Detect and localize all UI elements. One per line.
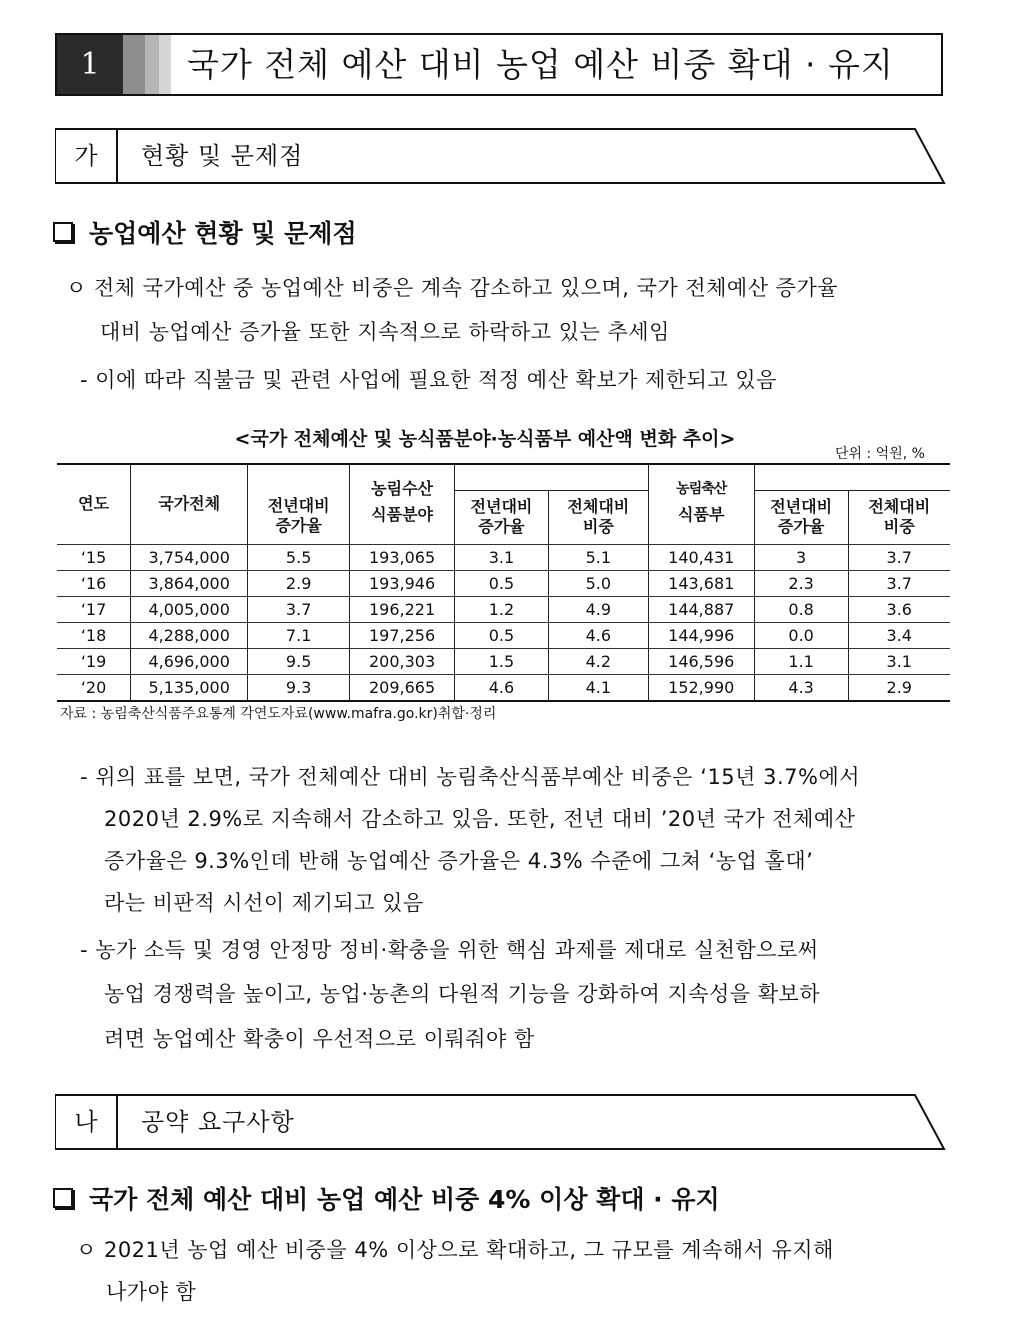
table-cell: 4,005,000 bbox=[131, 596, 248, 622]
table-cell: 0.5 bbox=[455, 622, 549, 648]
bullet-line: 나가야 함 bbox=[106, 1280, 197, 1304]
header-growth: 전년대비 증가율 bbox=[754, 490, 848, 544]
table-cell: 4.9 bbox=[548, 596, 648, 622]
dash-line: - 위의 표를 보면, 국가 전체예산 대비 농림축산식품부예산 비중은 ‘15년 3.7%에서 bbox=[80, 765, 861, 789]
table-cell: 2.3 bbox=[754, 570, 848, 596]
table-cell: 9.3 bbox=[248, 674, 350, 701]
dash-line: 려면 농업예산 확충이 우선적으로 이뤄줘야 함 bbox=[104, 1027, 535, 1051]
header-national: 국가전체 bbox=[131, 464, 248, 544]
section-title: 현황 및 문제점 bbox=[141, 142, 304, 170]
header-spacer bbox=[754, 464, 950, 490]
table-cell: ‘20 bbox=[57, 674, 131, 701]
checkbox-icon bbox=[53, 222, 73, 242]
header-year: 연도 bbox=[57, 464, 131, 544]
gradient-bar bbox=[123, 35, 145, 94]
header-text: 식품분야 bbox=[371, 505, 433, 524]
table-cell: 4,696,000 bbox=[131, 648, 248, 674]
header-text: 농림축산 bbox=[676, 481, 727, 497]
table-cell: 5.0 bbox=[548, 570, 648, 596]
table-row bbox=[57, 570, 950, 596]
header-ministry bbox=[648, 464, 754, 544]
table-cell: 7.1 bbox=[248, 622, 350, 648]
table-cell: 3.7 bbox=[248, 596, 350, 622]
bullet-line: 대비 농업예산 증가율 또한 지속적으로 하락하고 있는 추세임 bbox=[100, 320, 670, 344]
table-cell: ‘16 bbox=[57, 570, 131, 596]
table-cell: 193,065 bbox=[350, 544, 455, 570]
table-cell: 4.3 bbox=[754, 674, 848, 701]
table-cell: 3.7 bbox=[848, 544, 950, 570]
table-cell: 146,596 bbox=[648, 648, 754, 674]
heading-text: 농업예산 현황 및 문제점 bbox=[89, 219, 357, 248]
table-cell: 3.4 bbox=[848, 622, 950, 648]
dash-line: - 농가 소득 및 경영 안정망 정비·확충을 위한 핵심 과제를 제대로 실천함으로써 bbox=[80, 938, 819, 962]
dash-line: 증가율은 9.3%인데 반해 농업예산 증가율은 4.3% 수준에 그쳐 ‘농업 홀대’ bbox=[104, 849, 814, 873]
table-title: <국가 전체예산 및 농식품분야·농식품부 예산액 변화 추이> bbox=[234, 428, 736, 450]
table-unit: 단위 : 억원, % bbox=[835, 446, 925, 462]
dash-line: 라는 비판적 시선이 제기되고 있음 bbox=[104, 891, 424, 915]
table-cell: 5,135,000 bbox=[131, 674, 248, 701]
bullet-line: ㅇ 전체 국가예산 중 농업예산 비중은 계속 감소하고 있으며, 국가 전체예산 증가율 bbox=[66, 276, 839, 300]
table-cell: 140,431 bbox=[648, 544, 754, 570]
table-cell: 196,221 bbox=[350, 596, 455, 622]
table-cell: 3,754,000 bbox=[131, 544, 248, 570]
chapter-header bbox=[55, 33, 943, 96]
table-cell: 1.1 bbox=[754, 648, 848, 674]
table-cell: 3.1 bbox=[455, 544, 549, 570]
table-cell: 2.9 bbox=[848, 674, 950, 701]
dash-line: 농업 경쟁력을 높이고, 농업·농촌의 다원적 기능을 강화하여 지속성을 확보하 bbox=[104, 982, 821, 1006]
table-cell: 3,864,000 bbox=[131, 570, 248, 596]
table-cell: ‘19 bbox=[57, 648, 131, 674]
gradient-bar bbox=[159, 35, 171, 94]
table-cell: 143,681 bbox=[648, 570, 754, 596]
table-cell: 2.9 bbox=[248, 570, 350, 596]
dash-line: 2020년 2.9%로 지속해서 감소하고 있음. 또한, 전년 대비 ’20년 국가 전체예산 bbox=[104, 807, 856, 831]
table-row bbox=[57, 622, 950, 648]
table-cell: 152,990 bbox=[648, 674, 754, 701]
table-cell: 193,946 bbox=[350, 570, 455, 596]
budget-table bbox=[57, 463, 950, 702]
heading-agri-budget bbox=[53, 214, 357, 250]
dash-line: - 이에 따라 직불금 및 관련 사업에 필요한 적정 예산 확보가 제한되고 있음 bbox=[80, 368, 777, 392]
heading-text: 국가 전체 예산 대비 농업 예산 비중 4% 이상 확대 · 유지 bbox=[89, 1185, 720, 1214]
chapter-title: 국가 전체 예산 대비 농업 예산 비중 확대 · 유지 bbox=[187, 45, 894, 84]
table-cell: 209,665 bbox=[350, 674, 455, 701]
table-cell: 4.2 bbox=[548, 648, 648, 674]
table-cell: 4.6 bbox=[455, 674, 549, 701]
table-cell: 3.1 bbox=[848, 648, 950, 674]
table-cell: 0.0 bbox=[754, 622, 848, 648]
header-growth: 전년대비 증가율 bbox=[455, 490, 549, 544]
table-source: 자료 : 농림축산식품주요통계 각연도자료(www.mafra.go.kr)취합·정리 bbox=[60, 706, 497, 722]
checkbox-icon bbox=[53, 1188, 73, 1208]
table-cell: 4.6 bbox=[548, 622, 648, 648]
table-cell: 0.5 bbox=[455, 570, 549, 596]
table-cell: 4.1 bbox=[548, 674, 648, 701]
table-cell: ‘18 bbox=[57, 622, 131, 648]
section-tab-a bbox=[55, 128, 945, 184]
header-ratio: 전체대비 비중 bbox=[848, 490, 950, 544]
table-cell: 3.6 bbox=[848, 596, 950, 622]
table-cell: 0.8 bbox=[754, 596, 848, 622]
table-row bbox=[57, 544, 950, 570]
table-cell: 197,256 bbox=[350, 622, 455, 648]
table-cell: 200,303 bbox=[350, 648, 455, 674]
section-letter: 가 bbox=[74, 142, 98, 170]
table-cell: ‘17 bbox=[57, 596, 131, 622]
section-tab-b bbox=[55, 1094, 945, 1150]
bullet-line: ㅇ 2021년 농업 예산 비중을 4% 이상으로 확대하고, 그 규모를 계속해서 유지해 bbox=[76, 1238, 834, 1262]
heading-pledge bbox=[53, 1180, 720, 1216]
table-cell: 1.5 bbox=[455, 648, 549, 674]
section-letter: 나 bbox=[74, 1108, 98, 1136]
table-cell: 9.5 bbox=[248, 648, 350, 674]
header-text: 농림수산 bbox=[371, 479, 433, 498]
table-cell: 144,887 bbox=[648, 596, 754, 622]
table-row bbox=[57, 596, 950, 622]
table-cell: ‘15 bbox=[57, 544, 131, 570]
table-cell: 144,996 bbox=[648, 622, 754, 648]
table-cell: 3.7 bbox=[848, 570, 950, 596]
header-agri-sector bbox=[350, 464, 455, 544]
table-cell: 4,288,000 bbox=[131, 622, 248, 648]
gradient-bar bbox=[145, 35, 159, 94]
table-row bbox=[57, 674, 950, 701]
table-row bbox=[57, 648, 950, 674]
table-cell: 5.1 bbox=[548, 544, 648, 570]
table-cell: 3 bbox=[754, 544, 848, 570]
header-spacer bbox=[455, 464, 649, 490]
header-ratio: 전체대비 비중 bbox=[548, 490, 648, 544]
section-title: 공약 요구사항 bbox=[141, 1108, 295, 1136]
header-text: 식품부 bbox=[678, 505, 725, 524]
header-growth: 전년대비 증가율 bbox=[248, 464, 350, 544]
chapter-number: 1 bbox=[57, 35, 123, 94]
table-cell: 1.2 bbox=[455, 596, 549, 622]
table-cell: 5.5 bbox=[248, 544, 350, 570]
